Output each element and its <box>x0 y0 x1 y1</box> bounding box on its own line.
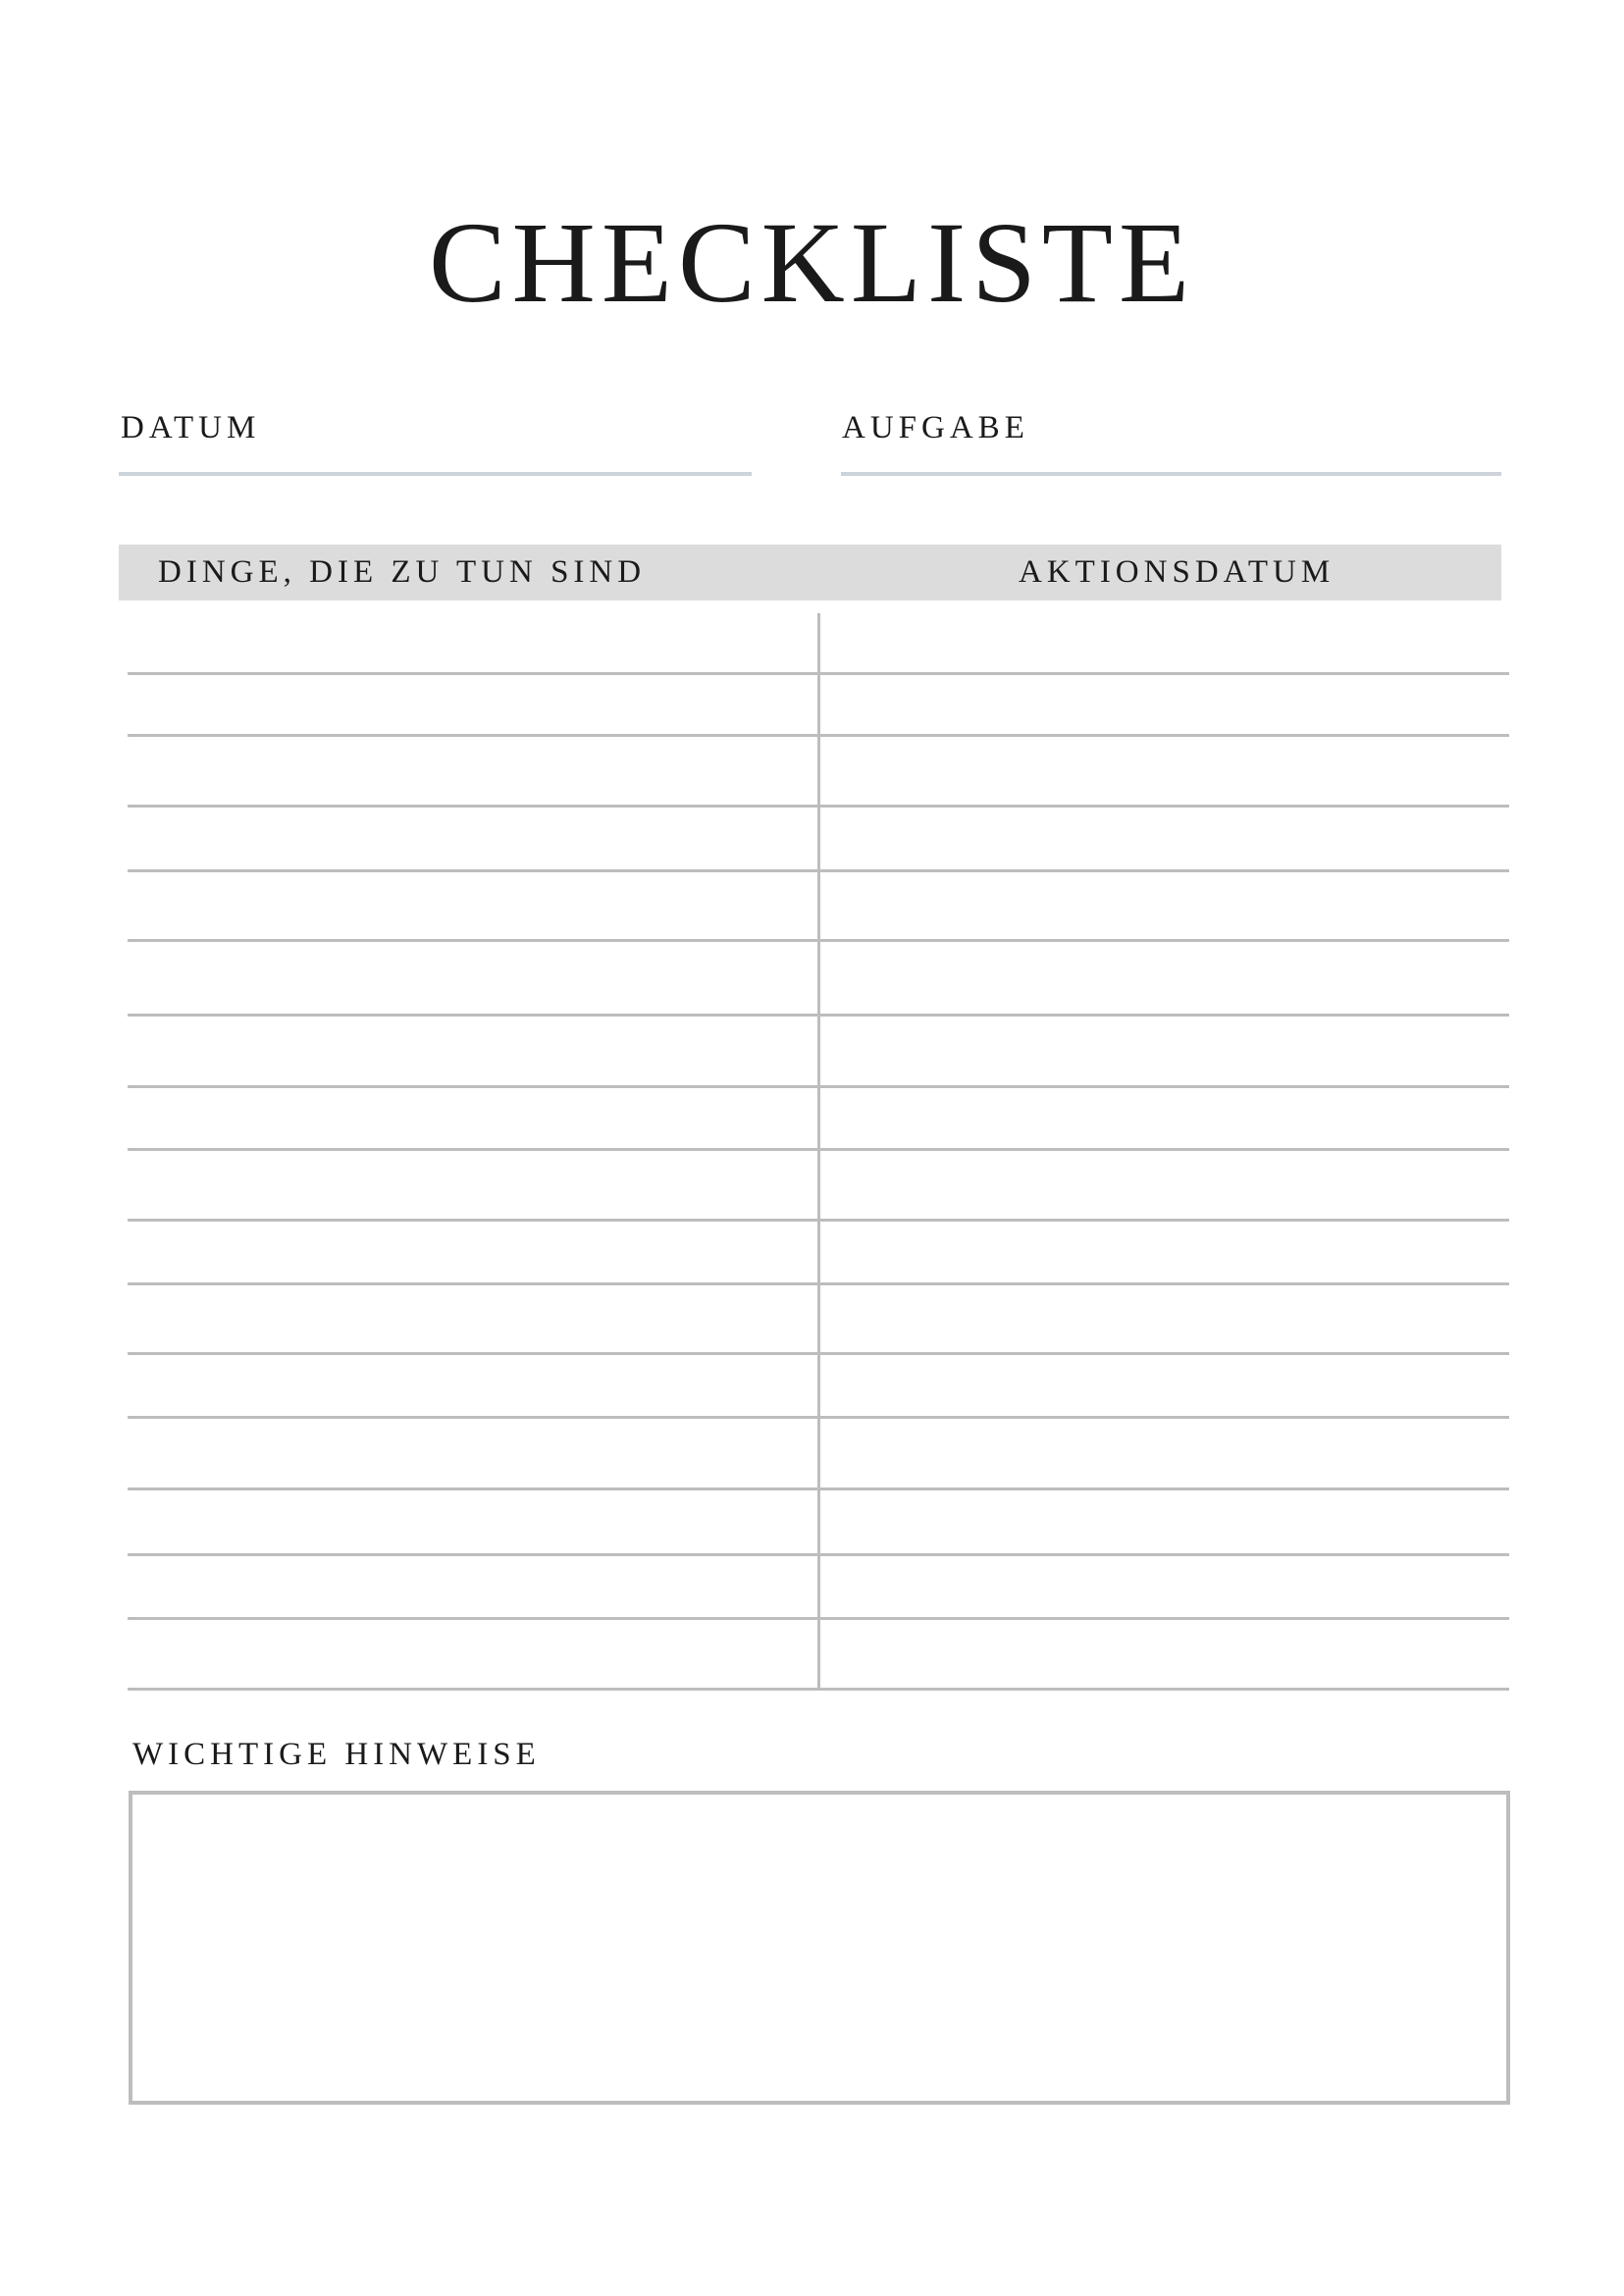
table-row[interactable] <box>128 1085 1509 1088</box>
column-header-action-date: AKTIONSDATUM <box>1019 554 1336 590</box>
table-row[interactable] <box>128 734 1509 737</box>
table-row[interactable] <box>128 1617 1509 1620</box>
column-divider <box>817 613 820 1691</box>
table-row[interactable] <box>128 1416 1509 1419</box>
table-row[interactable] <box>128 1014 1509 1017</box>
table-row[interactable] <box>128 869 1509 872</box>
table-header <box>119 545 1501 600</box>
table-row[interactable] <box>128 1148 1509 1151</box>
table-row[interactable] <box>128 939 1509 942</box>
notes-label: WICHTIGE HINWEISE <box>132 1737 541 1772</box>
column-header-todo: DINGE, DIE ZU TUN SIND <box>158 554 647 590</box>
table-row[interactable] <box>128 1219 1509 1222</box>
table-row[interactable] <box>128 1282 1509 1285</box>
table-row[interactable] <box>128 1688 1509 1691</box>
notes-box[interactable] <box>129 1791 1510 2105</box>
table-row[interactable] <box>128 1487 1509 1490</box>
table-row[interactable] <box>128 805 1509 808</box>
task-field[interactable] <box>841 472 1501 476</box>
table-row[interactable] <box>128 1553 1509 1556</box>
page-title: CHECKLISTE <box>428 198 1196 328</box>
date-label: DATUM <box>121 410 261 445</box>
table-row[interactable] <box>128 1352 1509 1355</box>
table-row[interactable] <box>128 672 1509 675</box>
task-label: AUFGABE <box>842 410 1029 445</box>
date-field[interactable] <box>119 472 752 476</box>
